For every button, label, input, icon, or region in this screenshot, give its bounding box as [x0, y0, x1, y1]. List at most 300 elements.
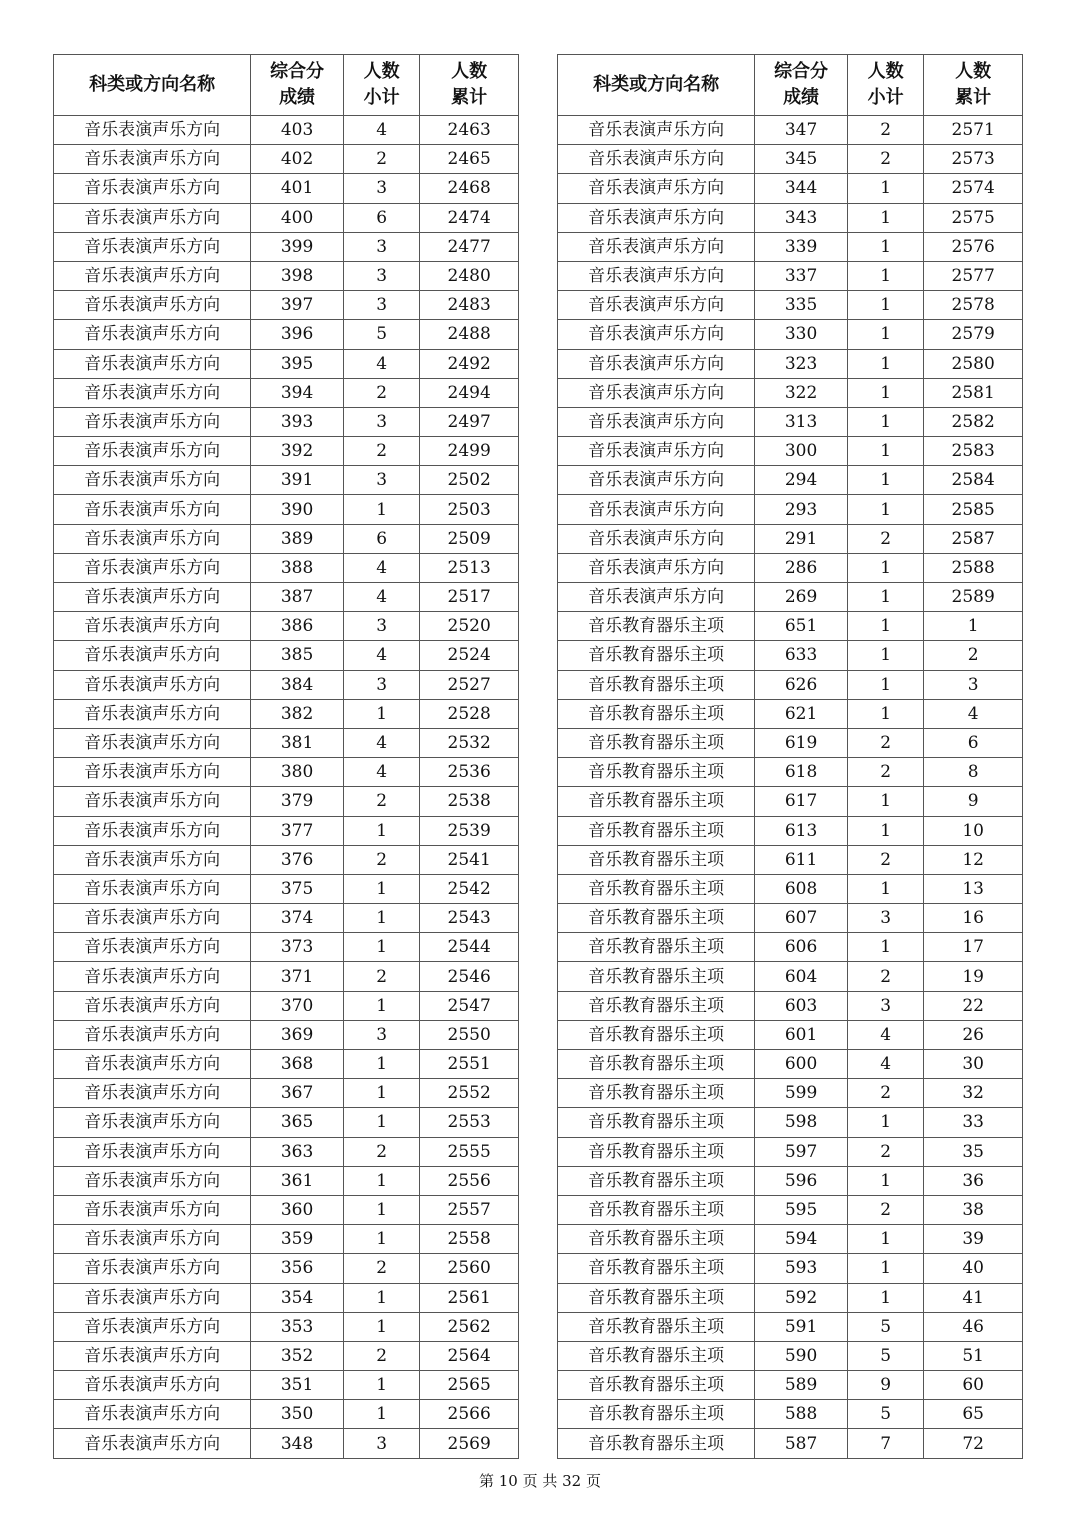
cell-score: 363	[251, 1137, 344, 1166]
cell-score: 613	[755, 816, 848, 845]
cell-score: 379	[251, 787, 344, 816]
cell-cumulative: 13	[924, 874, 1023, 903]
cell-cumulative: 2569	[420, 1429, 519, 1458]
table-row	[54, 437, 519, 466]
cell-count: 2	[847, 145, 923, 174]
header-cumulative: 人数 累计	[420, 55, 519, 116]
table-row	[558, 728, 1023, 757]
cell-score: 368	[251, 1050, 344, 1079]
cell-score: 351	[251, 1371, 344, 1400]
table-row	[54, 583, 519, 612]
cell-score: 395	[251, 349, 344, 378]
table-row	[54, 203, 519, 232]
table-row	[54, 641, 519, 670]
cell-count: 3	[847, 904, 923, 933]
cell-name: 音乐表演声乐方向	[54, 1341, 251, 1370]
cell-name: 音乐表演声乐方向	[558, 524, 755, 553]
cell-cumulative: 2582	[924, 407, 1023, 436]
cell-cumulative: 35	[924, 1137, 1023, 1166]
cell-count: 1	[343, 1225, 419, 1254]
cell-cumulative: 2575	[924, 203, 1023, 232]
table-row	[558, 583, 1023, 612]
cell-count: 6	[343, 524, 419, 553]
cell-cumulative: 2502	[420, 466, 519, 495]
cell-cumulative: 26	[924, 1020, 1023, 1049]
table-row	[558, 407, 1023, 436]
cell-count: 2	[343, 787, 419, 816]
table-row	[54, 1254, 519, 1283]
cell-name: 音乐表演声乐方向	[54, 1137, 251, 1166]
cell-count: 1	[343, 904, 419, 933]
cell-score: 386	[251, 612, 344, 641]
cell-name: 音乐表演声乐方向	[558, 553, 755, 582]
cell-name: 音乐教育器乐主项	[558, 1254, 755, 1283]
cell-cumulative: 2571	[924, 116, 1023, 145]
cell-score: 633	[755, 641, 848, 670]
cell-score: 402	[251, 145, 344, 174]
cell-cumulative: 2468	[420, 174, 519, 203]
cell-cumulative: 2573	[924, 145, 1023, 174]
cell-count: 3	[343, 466, 419, 495]
cell-cumulative: 2527	[420, 670, 519, 699]
cell-score: 589	[755, 1371, 848, 1400]
table-row	[54, 962, 519, 991]
table-row	[54, 1195, 519, 1224]
cell-cumulative: 2578	[924, 291, 1023, 320]
cell-score: 619	[755, 728, 848, 757]
cell-score: 594	[755, 1225, 848, 1254]
cell-count: 2	[847, 845, 923, 874]
cell-name: 音乐教育器乐主项	[558, 1166, 755, 1195]
cell-name: 音乐教育器乐主项	[558, 933, 755, 962]
cell-score: 390	[251, 495, 344, 524]
cell-name: 音乐表演声乐方向	[54, 904, 251, 933]
cell-count: 2	[847, 1137, 923, 1166]
cell-name: 音乐表演声乐方向	[558, 174, 755, 203]
table-row	[54, 1225, 519, 1254]
header-name: 科类或方向名称	[54, 55, 251, 116]
cell-cumulative: 2584	[924, 466, 1023, 495]
cell-name: 音乐表演声乐方向	[54, 612, 251, 641]
table-row	[54, 407, 519, 436]
cell-name: 音乐教育器乐主项	[558, 816, 755, 845]
cell-count: 2	[343, 1341, 419, 1370]
cell-name: 音乐表演声乐方向	[54, 1283, 251, 1312]
cell-score: 626	[755, 670, 848, 699]
cell-count: 1	[847, 670, 923, 699]
cell-count: 1	[847, 1166, 923, 1195]
cell-count: 1	[343, 1166, 419, 1195]
cell-name: 音乐表演声乐方向	[54, 1371, 251, 1400]
cell-count: 1	[343, 816, 419, 845]
cell-count: 2	[847, 728, 923, 757]
cell-count: 1	[847, 553, 923, 582]
table-row	[558, 1254, 1023, 1283]
cell-score: 370	[251, 991, 344, 1020]
table-row	[54, 291, 519, 320]
cell-count: 3	[343, 291, 419, 320]
table-row	[558, 991, 1023, 1020]
cell-score: 621	[755, 699, 848, 728]
cell-cumulative: 19	[924, 962, 1023, 991]
cell-cumulative: 2562	[420, 1312, 519, 1341]
cell-score: 394	[251, 378, 344, 407]
cell-count: 1	[847, 174, 923, 203]
table-row	[558, 320, 1023, 349]
cell-score: 599	[755, 1079, 848, 1108]
table-row	[558, 378, 1023, 407]
cell-cumulative: 2588	[924, 553, 1023, 582]
cell-cumulative: 60	[924, 1371, 1023, 1400]
cell-count: 3	[343, 261, 419, 290]
cell-name: 音乐表演声乐方向	[54, 261, 251, 290]
cell-cumulative: 2555	[420, 1137, 519, 1166]
cell-name: 音乐表演声乐方向	[558, 378, 755, 407]
cell-score: 399	[251, 232, 344, 261]
cell-cumulative: 2551	[420, 1050, 519, 1079]
cell-score: 595	[755, 1195, 848, 1224]
cell-count: 2	[847, 1079, 923, 1108]
table-header-row	[558, 55, 1023, 116]
cell-count: 1	[343, 1283, 419, 1312]
cell-count: 5	[847, 1400, 923, 1429]
cell-score: 592	[755, 1283, 848, 1312]
cell-score: 591	[755, 1312, 848, 1341]
cell-score: 323	[755, 349, 848, 378]
table-row	[54, 349, 519, 378]
cell-score: 618	[755, 758, 848, 787]
table-row	[558, 699, 1023, 728]
cell-cumulative: 46	[924, 1312, 1023, 1341]
cell-name: 音乐教育器乐主项	[558, 787, 755, 816]
cell-score: 396	[251, 320, 344, 349]
cell-count: 2	[343, 1137, 419, 1166]
cell-score: 587	[755, 1429, 848, 1458]
table-row	[558, 1341, 1023, 1370]
cell-score: 367	[251, 1079, 344, 1108]
cell-name: 音乐表演声乐方向	[54, 145, 251, 174]
cell-name: 音乐教育器乐主项	[558, 991, 755, 1020]
cell-name: 音乐表演声乐方向	[558, 261, 755, 290]
cell-name: 音乐表演声乐方向	[54, 933, 251, 962]
cell-name: 音乐教育器乐主项	[558, 1371, 755, 1400]
cell-score: 388	[251, 553, 344, 582]
cell-name: 音乐教育器乐主项	[558, 1108, 755, 1137]
cell-cumulative: 6	[924, 728, 1023, 757]
table-row	[54, 904, 519, 933]
cell-count: 3	[343, 1020, 419, 1049]
cell-cumulative: 2557	[420, 1195, 519, 1224]
table-row	[54, 699, 519, 728]
cell-name: 音乐表演声乐方向	[54, 1400, 251, 1429]
cell-score: 403	[251, 116, 344, 145]
cell-cumulative: 2585	[924, 495, 1023, 524]
table-row	[54, 1400, 519, 1429]
cell-count: 1	[847, 261, 923, 290]
table-row	[54, 466, 519, 495]
cell-score: 291	[755, 524, 848, 553]
cell-cumulative: 10	[924, 816, 1023, 845]
cell-cumulative: 1	[924, 612, 1023, 641]
cell-name: 音乐教育器乐主项	[558, 1020, 755, 1049]
cell-count: 1	[847, 583, 923, 612]
header-count: 人数 小计	[343, 55, 419, 116]
table-row	[558, 495, 1023, 524]
table-row	[54, 1341, 519, 1370]
cell-count: 1	[343, 1371, 419, 1400]
cell-score: 601	[755, 1020, 848, 1049]
cell-count: 5	[343, 320, 419, 349]
cell-cumulative: 2566	[420, 1400, 519, 1429]
table-row	[558, 1050, 1023, 1079]
cell-name: 音乐表演声乐方向	[54, 1195, 251, 1224]
table-row	[558, 1371, 1023, 1400]
table-row	[558, 933, 1023, 962]
cell-name: 音乐教育器乐主项	[558, 699, 755, 728]
cell-count: 1	[343, 933, 419, 962]
cell-name: 音乐教育器乐主项	[558, 758, 755, 787]
cell-score: 604	[755, 962, 848, 991]
table-row	[54, 933, 519, 962]
cell-cumulative: 2543	[420, 904, 519, 933]
cell-name: 音乐表演声乐方向	[558, 437, 755, 466]
cell-score: 354	[251, 1283, 344, 1312]
header-cumulative: 人数 累计	[924, 55, 1023, 116]
cell-name: 音乐表演声乐方向	[54, 1166, 251, 1195]
cell-cumulative: 2580	[924, 349, 1023, 378]
cell-cumulative: 2553	[420, 1108, 519, 1137]
cell-count: 9	[847, 1371, 923, 1400]
cell-cumulative: 2517	[420, 583, 519, 612]
cell-name: 音乐表演声乐方向	[54, 1050, 251, 1079]
cell-score: 385	[251, 641, 344, 670]
table-row	[54, 612, 519, 641]
cell-cumulative: 2492	[420, 349, 519, 378]
cell-name: 音乐表演声乐方向	[558, 145, 755, 174]
cell-name: 音乐表演声乐方向	[558, 495, 755, 524]
cell-count: 5	[847, 1312, 923, 1341]
cell-score: 382	[251, 699, 344, 728]
cell-score: 347	[755, 116, 848, 145]
cell-cumulative: 2581	[924, 378, 1023, 407]
cell-name: 音乐表演声乐方向	[54, 1254, 251, 1283]
cell-count: 1	[343, 1195, 419, 1224]
cell-count: 1	[847, 232, 923, 261]
cell-score: 617	[755, 787, 848, 816]
cell-name: 音乐教育器乐主项	[558, 641, 755, 670]
cell-count: 1	[343, 495, 419, 524]
cell-score: 286	[755, 553, 848, 582]
table-body-left	[54, 116, 519, 1459]
cell-name: 音乐表演声乐方向	[54, 670, 251, 699]
cell-count: 4	[343, 349, 419, 378]
cell-score: 371	[251, 962, 344, 991]
table-row	[558, 670, 1023, 699]
cell-name: 音乐教育器乐主项	[558, 728, 755, 757]
cell-cumulative: 17	[924, 933, 1023, 962]
cell-count: 1	[343, 1050, 419, 1079]
cell-score: 375	[251, 874, 344, 903]
cell-count: 3	[343, 670, 419, 699]
cell-score: 600	[755, 1050, 848, 1079]
cell-cumulative: 2547	[420, 991, 519, 1020]
table-row	[54, 116, 519, 145]
cell-cumulative: 2589	[924, 583, 1023, 612]
cell-count: 2	[847, 962, 923, 991]
cell-name: 音乐表演声乐方向	[558, 583, 755, 612]
table-row	[558, 1283, 1023, 1312]
cell-name: 音乐表演声乐方向	[558, 349, 755, 378]
page-number: 第 10 页 共 32 页	[478, 1472, 601, 1490]
cell-score: 365	[251, 1108, 344, 1137]
cell-count: 6	[343, 203, 419, 232]
cell-count: 5	[847, 1341, 923, 1370]
cell-name: 音乐表演声乐方向	[558, 232, 755, 261]
cell-cumulative: 2561	[420, 1283, 519, 1312]
cell-cumulative: 2564	[420, 1341, 519, 1370]
header-score: 综合分 成绩	[251, 55, 344, 116]
cell-count: 4	[847, 1020, 923, 1049]
cell-count: 1	[847, 203, 923, 232]
table-row	[558, 758, 1023, 787]
cell-score: 392	[251, 437, 344, 466]
table-row	[558, 612, 1023, 641]
cell-count: 2	[847, 116, 923, 145]
table-row	[558, 1166, 1023, 1195]
cell-cumulative: 39	[924, 1225, 1023, 1254]
cell-cumulative: 51	[924, 1341, 1023, 1370]
cell-name: 音乐教育器乐主项	[558, 1137, 755, 1166]
cell-count: 3	[847, 991, 923, 1020]
cell-name: 音乐表演声乐方向	[54, 466, 251, 495]
cell-name: 音乐教育器乐主项	[558, 1079, 755, 1108]
table-row	[558, 1312, 1023, 1341]
table-row	[54, 728, 519, 757]
table-row	[54, 320, 519, 349]
cell-count: 2	[847, 524, 923, 553]
header-score: 综合分 成绩	[755, 55, 848, 116]
table-row	[558, 291, 1023, 320]
cell-cumulative: 36	[924, 1166, 1023, 1195]
cell-name: 音乐表演声乐方向	[54, 320, 251, 349]
cell-count: 1	[847, 1254, 923, 1283]
cell-score: 389	[251, 524, 344, 553]
cell-score: 369	[251, 1020, 344, 1049]
cell-cumulative: 22	[924, 991, 1023, 1020]
score-table-left	[53, 54, 519, 1459]
cell-cumulative: 2520	[420, 612, 519, 641]
cell-score: 391	[251, 466, 344, 495]
cell-count: 4	[343, 116, 419, 145]
cell-name: 音乐表演声乐方向	[54, 203, 251, 232]
cell-count: 2	[343, 437, 419, 466]
cell-cumulative: 2477	[420, 232, 519, 261]
cell-name: 音乐表演声乐方向	[54, 174, 251, 203]
table-row	[54, 1371, 519, 1400]
cell-cumulative: 2480	[420, 261, 519, 290]
cell-cumulative: 2463	[420, 116, 519, 145]
table-row	[54, 787, 519, 816]
table-row	[558, 845, 1023, 874]
table-row	[54, 145, 519, 174]
table-row	[54, 845, 519, 874]
cell-count: 1	[847, 466, 923, 495]
cell-score: 350	[251, 1400, 344, 1429]
cell-count: 1	[343, 991, 419, 1020]
cell-score: 401	[251, 174, 344, 203]
cell-count: 1	[343, 1312, 419, 1341]
cell-count: 3	[343, 174, 419, 203]
cell-count: 7	[847, 1429, 923, 1458]
table-row	[54, 174, 519, 203]
table-row	[54, 1283, 519, 1312]
table-row	[558, 174, 1023, 203]
cell-name: 音乐表演声乐方向	[54, 758, 251, 787]
table-row	[558, 962, 1023, 991]
cell-count: 4	[343, 728, 419, 757]
cell-score: 348	[251, 1429, 344, 1458]
table-row	[558, 874, 1023, 903]
table-row	[54, 758, 519, 787]
cell-cumulative: 12	[924, 845, 1023, 874]
table-row	[558, 1108, 1023, 1137]
cell-count: 1	[343, 1108, 419, 1137]
cell-score: 376	[251, 845, 344, 874]
cell-cumulative: 2	[924, 641, 1023, 670]
cell-cumulative: 41	[924, 1283, 1023, 1312]
table-row	[558, 524, 1023, 553]
cell-score: 269	[755, 583, 848, 612]
cell-cumulative: 2538	[420, 787, 519, 816]
cell-score: 337	[755, 261, 848, 290]
table-row	[558, 466, 1023, 495]
cell-name: 音乐表演声乐方向	[54, 437, 251, 466]
cell-score: 597	[755, 1137, 848, 1166]
cell-score: 384	[251, 670, 344, 699]
cell-count: 1	[847, 1108, 923, 1137]
cell-score: 361	[251, 1166, 344, 1195]
cell-name: 音乐教育器乐主项	[558, 1429, 755, 1458]
cell-count: 1	[847, 699, 923, 728]
cell-name: 音乐表演声乐方向	[558, 291, 755, 320]
cell-count: 3	[343, 1429, 419, 1458]
cell-count: 2	[847, 758, 923, 787]
cell-cumulative: 2556	[420, 1166, 519, 1195]
table-row	[558, 349, 1023, 378]
cell-cumulative: 2532	[420, 728, 519, 757]
cell-score: 330	[755, 320, 848, 349]
cell-count: 3	[343, 407, 419, 436]
cell-score: 611	[755, 845, 848, 874]
cell-cumulative: 2524	[420, 641, 519, 670]
table-row	[558, 437, 1023, 466]
cell-cumulative: 2546	[420, 962, 519, 991]
cell-count: 1	[847, 1283, 923, 1312]
cell-name: 音乐表演声乐方向	[558, 320, 755, 349]
cell-name: 音乐表演声乐方向	[54, 874, 251, 903]
table-row	[54, 378, 519, 407]
table-row	[54, 261, 519, 290]
cell-name: 音乐表演声乐方向	[558, 466, 755, 495]
cell-score: 359	[251, 1225, 344, 1254]
cell-score: 397	[251, 291, 344, 320]
cell-cumulative: 2488	[420, 320, 519, 349]
table-row	[54, 816, 519, 845]
table-row	[54, 232, 519, 261]
cell-name: 音乐表演声乐方向	[54, 1429, 251, 1458]
cell-score: 398	[251, 261, 344, 290]
cell-score: 381	[251, 728, 344, 757]
